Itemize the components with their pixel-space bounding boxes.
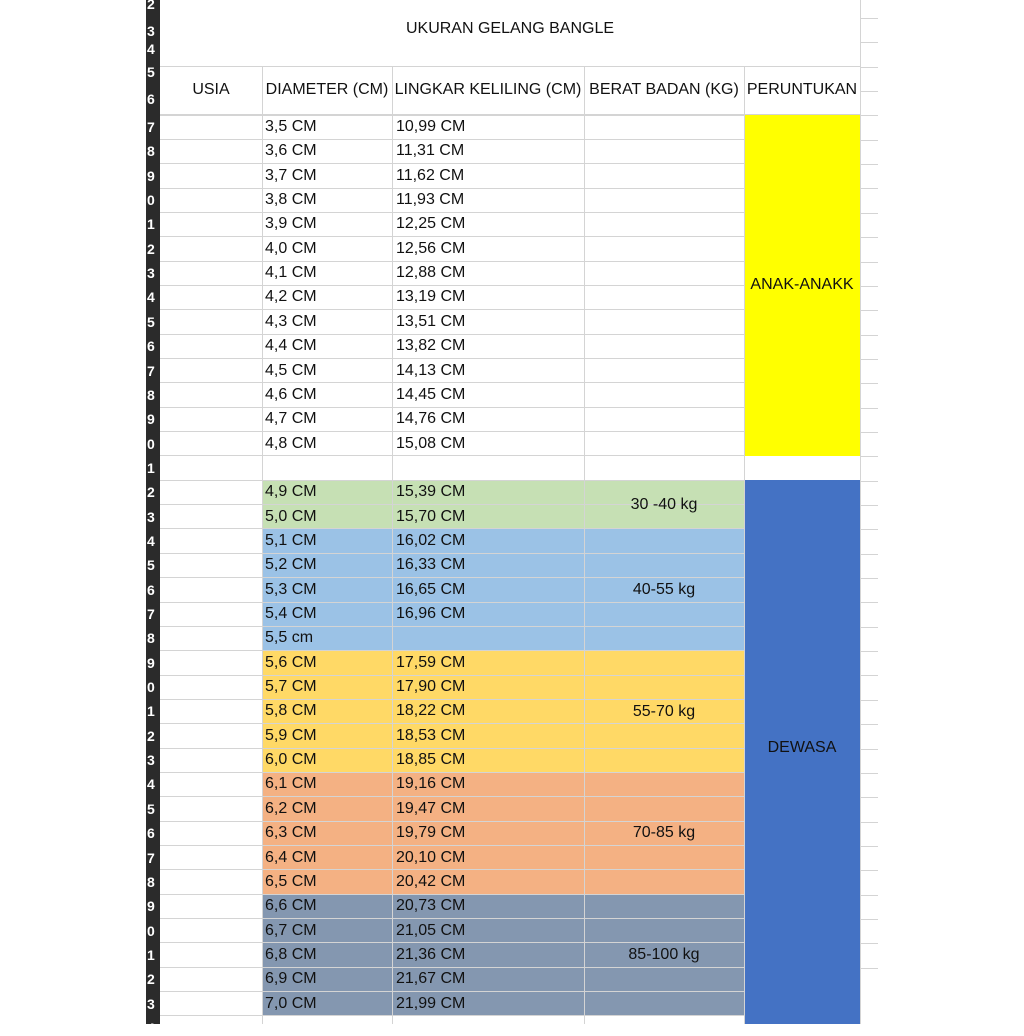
- grid-line: [160, 212, 744, 213]
- diameter-cell[interactable]: 5,2 CM: [265, 556, 317, 574]
- lingkar-cell[interactable]: 13,82 CM: [396, 337, 466, 355]
- grid-line: [860, 18, 878, 19]
- row-number[interactable]: 7: [147, 362, 155, 379]
- lingkar-cell[interactable]: 17,59 CM: [396, 653, 466, 671]
- header-peruntukan[interactable]: PERUNTUKAN: [746, 81, 858, 98]
- lingkar-cell[interactable]: 11,31 CM: [396, 142, 465, 160]
- lingkar-cell[interactable]: 11,62 CM: [396, 166, 465, 184]
- row-number[interactable]: 8: [147, 630, 155, 647]
- grid-line: [860, 67, 878, 68]
- grid-line: [860, 164, 878, 165]
- lingkar-cell[interactable]: 19,79 CM: [396, 824, 466, 842]
- grid-line: [160, 309, 744, 310]
- grid-line: [860, 310, 878, 311]
- grid-line: [860, 359, 878, 360]
- row-number[interactable]: 6: [147, 581, 155, 598]
- grid-line: [160, 139, 744, 140]
- grid-line: [860, 505, 878, 506]
- lingkar-cell[interactable]: 13,51 CM: [396, 312, 466, 330]
- diameter-cell[interactable]: 6,5 CM: [265, 872, 317, 890]
- diameter-cell[interactable]: 5,3 CM: [265, 580, 317, 598]
- lingkar-cell[interactable]: 20,42 CM: [396, 872, 466, 890]
- diameter-cell[interactable]: 4,8 CM: [265, 434, 317, 452]
- diameter-cell[interactable]: 6,6 CM: [265, 897, 317, 915]
- grid-line: [160, 236, 744, 237]
- diameter-cell[interactable]: 6,1 CM: [265, 775, 317, 793]
- row-number[interactable]: 0: [147, 435, 155, 452]
- lingkar-cell[interactable]: 14,13 CM: [396, 361, 466, 379]
- grid-line: [860, 213, 878, 214]
- lingkar-cell[interactable]: 21,05 CM: [396, 921, 466, 939]
- row-number[interactable]: 0: [147, 679, 155, 696]
- lingkar-cell[interactable]: 21,36 CM: [396, 945, 466, 963]
- header-usia[interactable]: USIA: [192, 81, 230, 98]
- lingkar-cell[interactable]: 16,96 CM: [396, 605, 466, 622]
- lingkar-cell[interactable]: 14,76 CM: [396, 410, 466, 428]
- grid-line: [860, 602, 878, 603]
- row-number[interactable]: 5: [147, 557, 155, 574]
- row-number[interactable]: 0: [147, 192, 155, 209]
- grid-line: [160, 382, 744, 383]
- diameter-cell[interactable]: 5,8 CM: [265, 702, 317, 720]
- row-number[interactable]: 3: [147, 508, 155, 525]
- diameter-cell[interactable]: 4,5 CM: [265, 361, 317, 379]
- grid-line: [860, 895, 878, 896]
- grid-line: [860, 554, 878, 555]
- diameter-cell[interactable]: 5,1 CM: [265, 531, 317, 549]
- grid-line: [160, 115, 744, 116]
- lingkar-cell[interactable]: 16,65 CM: [396, 580, 466, 598]
- lingkar-cell[interactable]: 15,08 CM: [396, 434, 466, 452]
- diameter-cell[interactable]: 6,0 CM: [265, 751, 317, 769]
- diameter-cell[interactable]: 5,0 CM: [265, 507, 317, 525]
- grid-line: [860, 262, 878, 263]
- grid-line: [160, 455, 744, 456]
- grid-line: [860, 651, 878, 652]
- grid-line: [860, 115, 878, 116]
- lingkar-cell[interactable]: 16,02 CM: [396, 531, 466, 549]
- header-berat[interactable]: BERAT BADAN (KG): [589, 81, 739, 98]
- row-number[interactable]: 1: [147, 946, 155, 963]
- grid-line: [860, 724, 878, 725]
- grid-line: [160, 261, 744, 262]
- adult-label[interactable]: DEWASA: [767, 739, 837, 757]
- grid-line: [160, 285, 744, 286]
- grid-line: [860, 286, 878, 287]
- grid-line: [860, 773, 878, 774]
- grid-line: [860, 408, 878, 409]
- lingkar-cell[interactable]: 14,45 CM: [396, 385, 466, 403]
- weight-group-label[interactable]: 40-55 kg: [632, 580, 696, 598]
- diameter-cell[interactable]: 6,9 CM: [265, 970, 317, 988]
- lingkar-cell[interactable]: 21,99 CM: [396, 994, 466, 1012]
- lingkar-cell[interactable]: 15,70 CM: [396, 507, 466, 525]
- weight-group-label[interactable]: 30 -40 kg: [630, 495, 698, 513]
- row-number[interactable]: 6: [147, 91, 155, 107]
- diameter-cell[interactable]: 6,7 CM: [265, 921, 317, 939]
- row-number[interactable]: 2: [147, 727, 155, 744]
- weight-group-label[interactable]: 85-100 kg: [628, 946, 700, 964]
- grid-line: [860, 91, 878, 92]
- row-number[interactable]: 4: [147, 289, 155, 306]
- lingkar-cell[interactable]: 10,99 CM: [396, 118, 466, 135]
- row-number[interactable]: 6: [147, 338, 155, 355]
- lingkar-cell[interactable]: 18,22 CM: [396, 702, 466, 720]
- lingkar-cell[interactable]: 12,56 CM: [396, 239, 466, 257]
- grid-line: [262, 66, 263, 1024]
- grid-line: [160, 163, 744, 164]
- lingkar-cell[interactable]: 18,53 CM: [396, 726, 466, 744]
- row-number[interactable]: 7: [147, 119, 155, 135]
- diameter-cell[interactable]: 4,0 CM: [265, 239, 317, 257]
- row-number[interactable]: 2: [147, 240, 155, 257]
- row-number[interactable]: 0: [147, 922, 155, 939]
- row-number[interactable]: 4: [147, 532, 155, 549]
- grid-line: [860, 627, 878, 628]
- grid-line: [860, 432, 878, 433]
- lingkar-cell[interactable]: 16,33 CM: [396, 556, 466, 574]
- row-number[interactable]: 9: [147, 411, 155, 428]
- grid-line: [860, 870, 878, 871]
- header-lingkar[interactable]: LINGKAR KELILING (CM): [394, 81, 582, 98]
- row-number[interactable]: 8: [147, 873, 155, 890]
- sheet-title: UKURAN GELANG BANGLE: [405, 20, 615, 37]
- diameter-cell[interactable]: 3,8 CM: [265, 191, 317, 209]
- grid-line: [860, 42, 878, 43]
- diameter-cell[interactable]: 5,4 CM: [265, 605, 317, 622]
- row-number[interactable]: 1: [147, 459, 155, 476]
- diameter-cell[interactable]: 4,9 CM: [265, 483, 317, 501]
- lingkar-cell[interactable]: 12,25 CM: [396, 215, 466, 233]
- diameter-cell[interactable]: 4,7 CM: [265, 410, 317, 428]
- children-label[interactable]: ANAK-ANAKK: [750, 276, 854, 294]
- grid-line: [160, 188, 744, 189]
- lingkar-cell[interactable]: 20,10 CM: [396, 848, 466, 866]
- grid-line: [860, 578, 878, 579]
- lingkar-cell[interactable]: 19,16 CM: [396, 775, 466, 793]
- row-number[interactable]: 4: [147, 1019, 155, 1036]
- diameter-cell[interactable]: 6,4 CM: [265, 848, 317, 866]
- grid-line: [860, 846, 878, 847]
- row-number[interactable]: 5: [147, 64, 155, 80]
- row-number[interactable]: 4: [147, 41, 155, 57]
- row-number[interactable]: 8: [147, 143, 155, 160]
- grid-line: [860, 943, 878, 944]
- row-number[interactable]: 1: [147, 703, 155, 720]
- grid-line: [160, 66, 860, 67]
- diameter-cell[interactable]: 6,3 CM: [265, 824, 317, 842]
- diameter-cell[interactable]: 3,9 CM: [265, 215, 317, 233]
- lingkar-cell[interactable]: 11,93 CM: [396, 191, 465, 209]
- diameter-cell[interactable]: 7,0 CM: [265, 994, 317, 1012]
- grid-line: [860, 335, 878, 336]
- row-number[interactable]: 2: [147, 0, 155, 12]
- grid-line: [860, 529, 878, 530]
- row-number[interactable]: 3: [147, 265, 155, 282]
- grid-line: [860, 237, 878, 238]
- row-number[interactable]: 9: [147, 167, 155, 184]
- diameter-cell[interactable]: 4,3 CM: [265, 312, 317, 330]
- row-number[interactable]: 5: [147, 800, 155, 817]
- diameter-cell[interactable]: 4,2 CM: [265, 288, 317, 306]
- row-number[interactable]: 3: [147, 752, 155, 769]
- row-number[interactable]: 9: [147, 654, 155, 671]
- row-number[interactable]: 9: [147, 898, 155, 915]
- grid-line: [860, 481, 878, 482]
- row-number[interactable]: 3: [147, 23, 155, 39]
- diameter-cell[interactable]: 5,6 CM: [265, 653, 317, 671]
- lingkar-cell[interactable]: 17,90 CM: [396, 678, 466, 696]
- diameter-cell[interactable]: 5,9 CM: [265, 726, 317, 744]
- lingkar-cell[interactable]: 19,47 CM: [396, 799, 466, 817]
- diameter-cell[interactable]: 5,5 cm: [265, 629, 314, 647]
- grid-line: [860, 919, 878, 920]
- grid-line: [160, 334, 744, 335]
- grid-line: [860, 968, 878, 969]
- lingkar-cell[interactable]: 13,19 CM: [396, 288, 466, 306]
- lingkar-cell[interactable]: 12,88 CM: [396, 264, 466, 282]
- diameter-cell[interactable]: 3,7 CM: [265, 166, 317, 184]
- grid-line: [160, 358, 744, 359]
- grid-line: [392, 66, 393, 1024]
- weight-group-label[interactable]: 70-85 kg: [632, 824, 696, 842]
- header-diameter[interactable]: DIAMETER (CM): [265, 81, 389, 98]
- diameter-cell[interactable]: 3,5 CM: [265, 118, 317, 135]
- row-number[interactable]: 1: [147, 216, 155, 233]
- grid-line: [860, 675, 878, 676]
- row-number[interactable]: 2: [147, 971, 155, 988]
- grid-line: [160, 407, 744, 408]
- lingkar-cell[interactable]: 21,67 CM: [396, 970, 466, 988]
- row-number[interactable]: 4: [147, 776, 155, 793]
- grid-line: [860, 140, 878, 141]
- grid-line: [860, 456, 878, 457]
- row-number[interactable]: 5: [147, 313, 155, 330]
- grid-line: [860, 700, 878, 701]
- grid-line: [860, 383, 878, 384]
- row-number[interactable]: 3: [147, 995, 155, 1012]
- lingkar-cell[interactable]: 15,39 CM: [396, 483, 466, 501]
- row-number[interactable]: 6: [147, 825, 155, 842]
- row-number[interactable]: 8: [147, 386, 155, 403]
- diameter-cell[interactable]: 5,7 CM: [265, 678, 317, 696]
- row-number[interactable]: 7: [147, 606, 155, 622]
- grid-line: [860, 188, 878, 189]
- grid-line: [860, 749, 878, 750]
- grid-line: [160, 431, 744, 432]
- diameter-cell[interactable]: 4,6 CM: [265, 385, 317, 403]
- weight-group-label[interactable]: 55-70 kg: [632, 702, 696, 720]
- lingkar-cell[interactable]: 18,85 CM: [396, 751, 466, 769]
- row-number[interactable]: 2: [147, 484, 155, 501]
- lingkar-cell[interactable]: 20,73 CM: [396, 897, 466, 915]
- grid-line: [860, 822, 878, 823]
- diameter-cell[interactable]: 6,8 CM: [265, 945, 317, 963]
- diameter-cell[interactable]: 3,6 CM: [265, 142, 317, 160]
- diameter-cell[interactable]: 4,1 CM: [265, 264, 317, 282]
- grid-line: [860, 797, 878, 798]
- diameter-cell[interactable]: 4,4 CM: [265, 337, 317, 355]
- row-number[interactable]: 7: [147, 849, 155, 866]
- diameter-cell[interactable]: 6,2 CM: [265, 799, 317, 817]
